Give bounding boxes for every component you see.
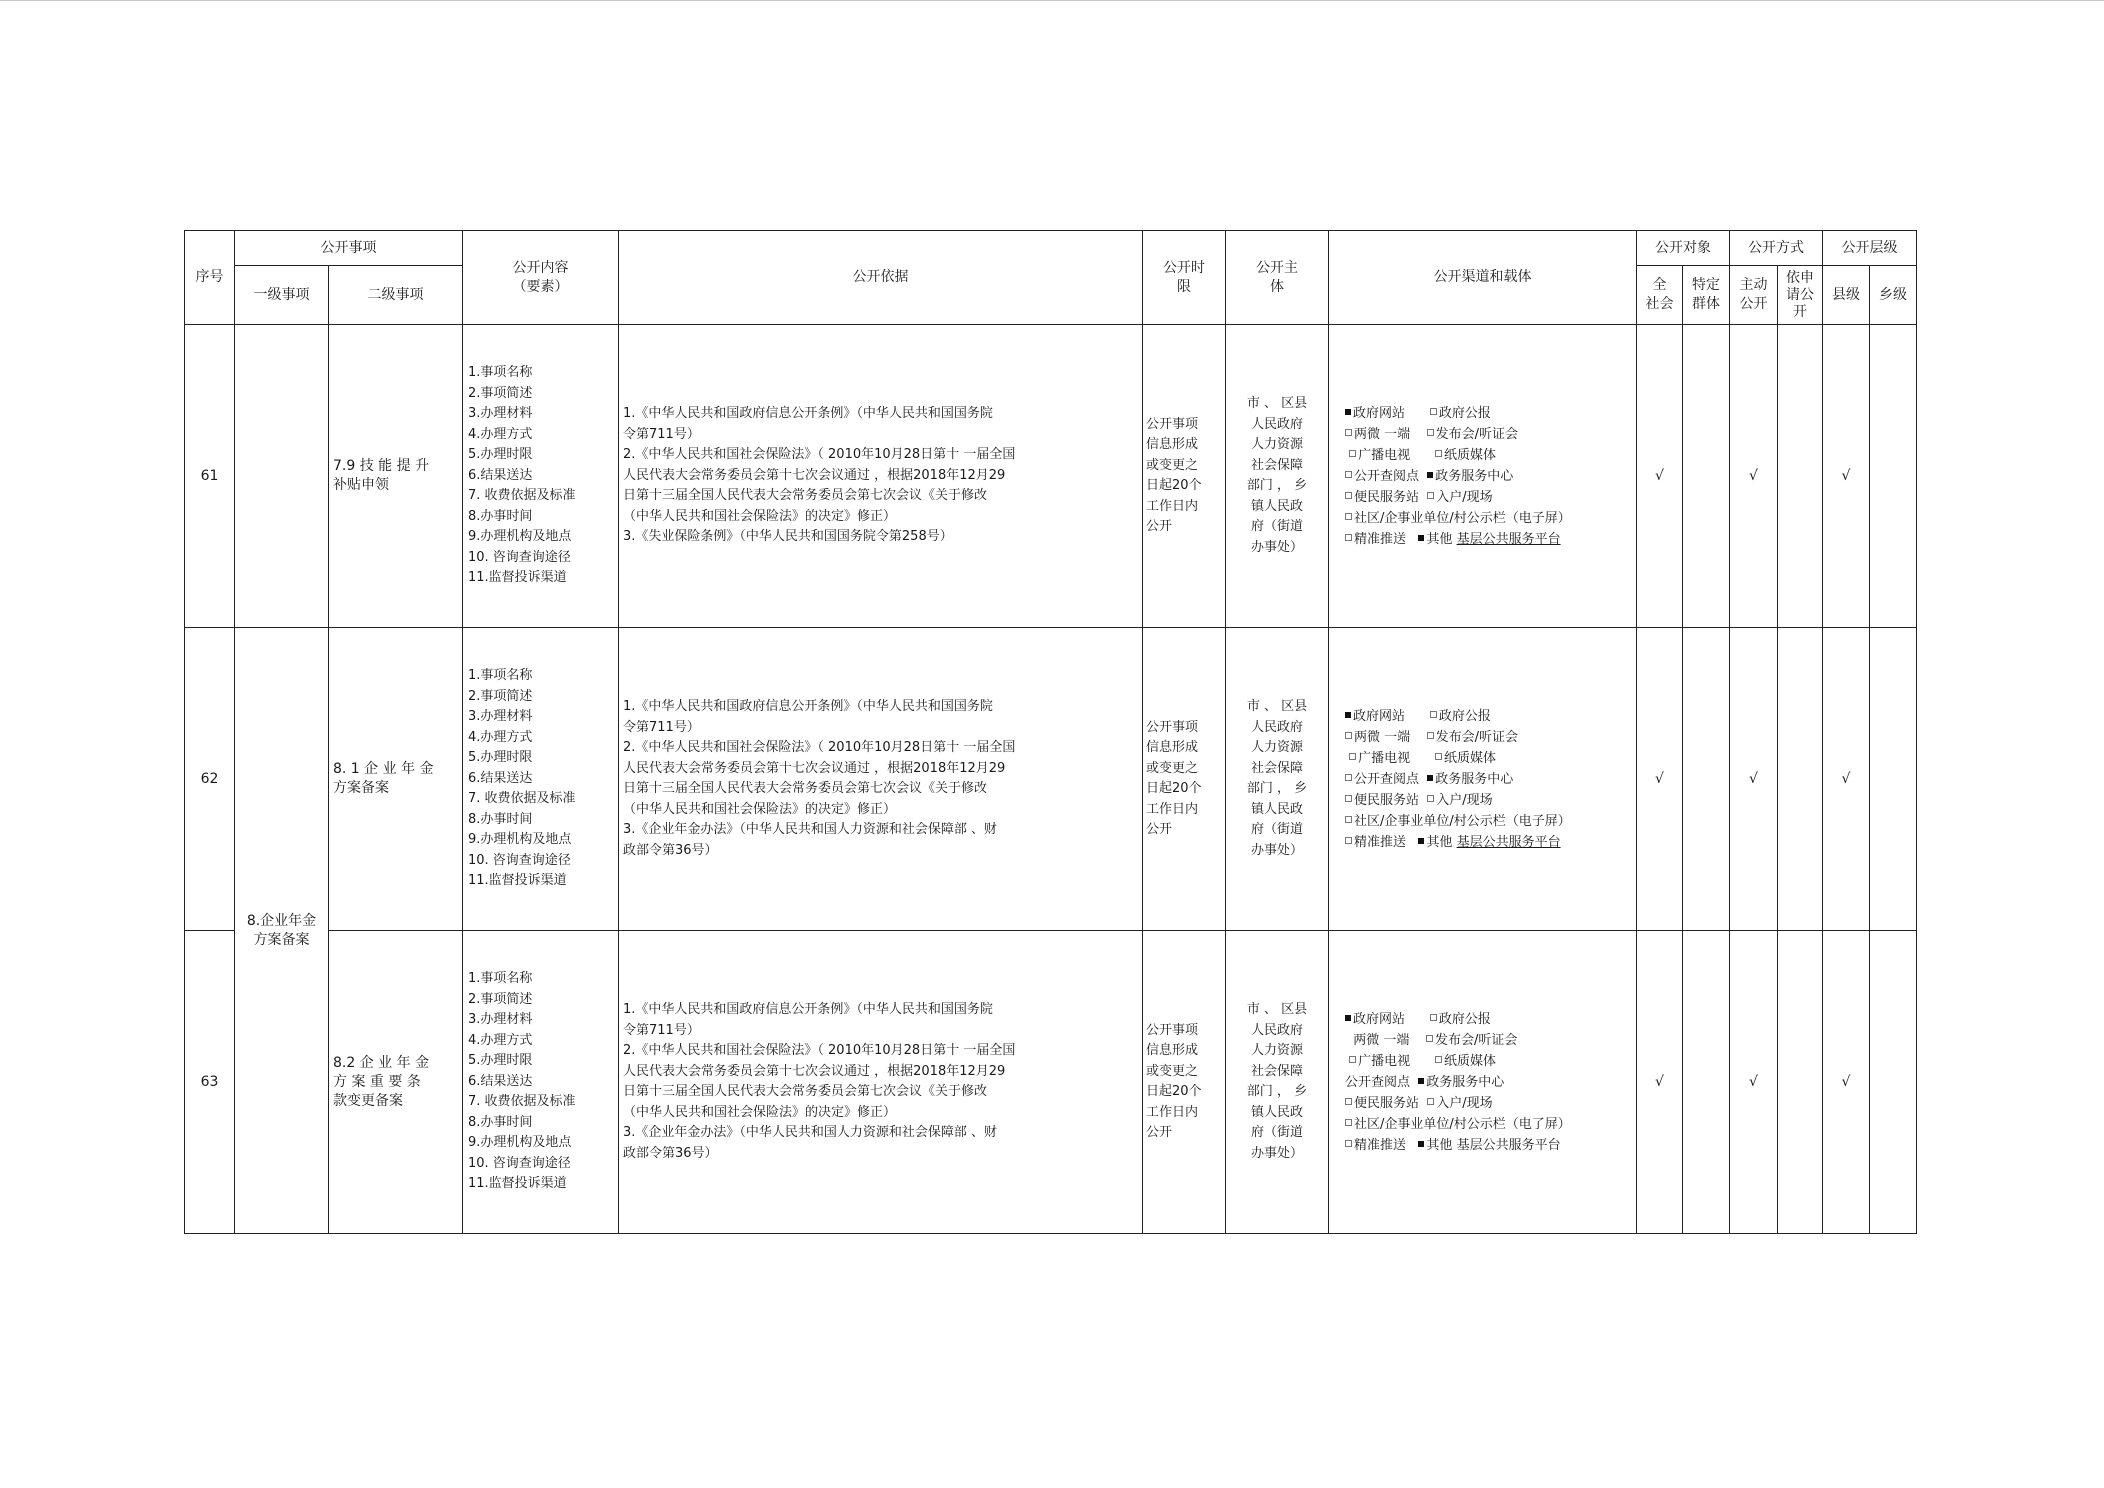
unchecked-box-icon <box>1427 429 1434 436</box>
row-level-county: √ <box>1823 628 1870 931</box>
row-l2: 8.2 企 业 年 金 方 案 重 要 条 款变更备案 <box>329 931 463 1234</box>
row-target-all: √ <box>1637 628 1683 931</box>
header-mode-apply: 依申 请公 开 <box>1778 266 1823 325</box>
header-target-all: 全 社会 <box>1637 266 1683 325</box>
header-level-town: 乡级 <box>1870 266 1917 325</box>
header-target: 公开对象 <box>1637 231 1730 266</box>
unchecked-box-icon <box>1345 816 1352 823</box>
unchecked-box-icon <box>1349 1056 1356 1063</box>
row-target-all: √ <box>1637 931 1683 1234</box>
unchecked-box-icon <box>1345 429 1352 436</box>
checked-box-icon <box>1418 1141 1424 1147</box>
header-item-l2: 二级事项 <box>329 266 463 325</box>
checked-box-icon <box>1418 1078 1424 1084</box>
unchecked-box-icon <box>1345 1119 1352 1126</box>
header-seq: 序号 <box>185 231 235 325</box>
unchecked-box-icon <box>1435 753 1442 760</box>
unchecked-box-icon <box>1435 1056 1442 1063</box>
header-level: 公开层级 <box>1823 231 1917 266</box>
header-subject: 公开主 体 <box>1226 231 1329 325</box>
unchecked-box-icon <box>1345 732 1352 739</box>
row-content: 1.事项名称 2.事项简述 3.办理材料 4.办理方式 5.办理时限 6.结果送达 7. 收费依据及标准 8.办事时间 9.办理机构及地点 10. 咨询查询途径 11.监督投诉渠道 <box>463 931 619 1234</box>
row-target-group <box>1683 931 1730 1234</box>
row-level-county: √ <box>1823 325 1870 628</box>
checked-box-icon <box>1418 535 1424 541</box>
row-level-town <box>1870 931 1917 1234</box>
checked-box-icon <box>1427 472 1433 478</box>
checked-box-icon <box>1418 838 1424 844</box>
row-time: 公开事项 信息形成 或变更之 日起20个 工作日内 公开 <box>1143 628 1226 931</box>
row-target-group <box>1683 325 1730 628</box>
row-mode-active: √ <box>1730 325 1778 628</box>
header-channel: 公开渠道和载体 <box>1329 231 1637 325</box>
header-basis: 公开依据 <box>619 231 1143 325</box>
page-top-border <box>0 0 2104 1</box>
checked-box-icon <box>1345 1015 1351 1021</box>
header-time: 公开时 限 <box>1143 231 1226 325</box>
row-time: 公开事项 信息形成 或变更之 日起20个 工作日内 公开 <box>1143 931 1226 1234</box>
row-mode-active: √ <box>1730 931 1778 1234</box>
row-seq: 62 <box>185 628 235 931</box>
unchecked-box-icon <box>1345 1098 1352 1105</box>
unchecked-box-icon <box>1345 471 1352 478</box>
checked-box-icon <box>1427 775 1433 781</box>
row-subject: 市 、 区县 人民政府 人力资源 社会保障 部门 ， 乡 镇人民政 府（街道 办事处） <box>1226 325 1329 628</box>
unchecked-box-icon <box>1345 1140 1352 1147</box>
row-channels: 政府网站 政府公报 两微 一端 发布会/听证会 广播电视 纸质媒体 公开查阅点 政务服务中心 便民服务站 入户/现场 社区/企事业单位/村公示栏（电了屏） 精准推送 其他 基层公共服务平台 <box>1329 931 1637 1234</box>
row-level-county: √ <box>1823 931 1870 1234</box>
unchecked-box-icon <box>1345 837 1352 844</box>
unchecked-box-icon <box>1427 1098 1434 1105</box>
header-content: 公开内容 （要素） <box>463 231 619 325</box>
unchecked-box-icon <box>1349 753 1356 760</box>
table-row <box>185 628 1917 931</box>
table-row <box>185 931 1917 1234</box>
row-l2: 7.9 技 能 提 升 补贴申领 <box>329 325 463 628</box>
unchecked-box-icon <box>1345 795 1352 802</box>
header-mode: 公开方式 <box>1730 231 1823 266</box>
unchecked-box-icon <box>1430 408 1437 415</box>
unchecked-box-icon <box>1345 513 1352 520</box>
row-mode-apply <box>1778 628 1823 931</box>
row-content: 1.事项名称 2.事项简述 3.办理材料 4.办理方式 5.办理时限 6.结果送达 7. 收费依据及标准 8.办事时间 9.办理机构及地点 10. 咨询查询途径 11.监督投诉渠道 <box>463 325 619 628</box>
header-level-county: 县级 <box>1823 266 1870 325</box>
unchecked-box-icon <box>1349 450 1356 457</box>
unchecked-box-icon <box>1427 795 1434 802</box>
row-target-all: √ <box>1637 325 1683 628</box>
header-item-l1: 一级事项 <box>235 266 329 325</box>
header-mode-active: 主动 公开 <box>1730 266 1778 325</box>
row-channels: 政府网站 政府公报 两微 一端 发布会/听证会 广播电视 纸质媒体 公开查阅点 政务服务中心 便民服务站 入户/现场 社区/企事业单位/村公示栏（电子屏） 精准推送 其他 基层公共服务平台 <box>1329 628 1637 931</box>
row-l1 <box>235 325 329 628</box>
row-l1: 8.企业年金 方案备案 <box>235 628 329 1234</box>
header-target-group: 特定 群体 <box>1683 266 1730 325</box>
unchecked-box-icon <box>1345 492 1352 499</box>
row-target-group <box>1683 628 1730 931</box>
row-mode-apply <box>1778 325 1823 628</box>
checked-box-icon <box>1345 409 1351 415</box>
row-seq: 61 <box>185 325 235 628</box>
row-level-town <box>1870 628 1917 931</box>
row-l2: 8. 1 企 业 年 金 方案备案 <box>329 628 463 931</box>
unchecked-box-icon <box>1427 732 1434 739</box>
row-basis: 1.《中华人民共和国政府信息公开条例》（中华人民共和国国务院 令第711号） 2.《中华人民共和国社会保险法》（ 2010年10月28日第十 一届全国 人民代表大会常务委员会第十七次会议通过 ，根据2018年12月29 日第十三届全国人民代表大会常务委员会第七次会议《关于修改 （中华人民共和国社会保险法》的决定》修正） 3.《失业保险条例》（中华人民共和国国务院令第258号） <box>619 325 1143 628</box>
row-subject: 市 、 区县 人民政府 人力资源 社会保障 部门 ， 乡 镇人民政 府（街道 办事处） <box>1226 628 1329 931</box>
disclosure-table <box>184 230 1917 1234</box>
row-content: 1.事项名称 2.事项简述 3.办理材料 4.办理方式 5.办理时限 6.结果送达 7. 收费依据及标准 8.办事时间 9.办理机构及地点 10. 咨询查询途径 11.监督投诉渠道 <box>463 628 619 931</box>
row-mode-active: √ <box>1730 628 1778 931</box>
row-basis: 1.《中华人民共和国政府信息公开条例》（中华人民共和国国务院 令第711号） 2.《中华人民共和国社会保险法》（ 2010年10月28日第十 一届全国 人民代表大会常务委员会第十七次会议通过 ，根据2018年12月29 日第十三届全国人民代表大会常务委员会第七次会议《关于修改 （中华人民共和国社会保险法》的决定》修正） 3.《企业年金办法》（中华人民共和国人力资源和社会保障部 、财 政部令第36号） <box>619 931 1143 1234</box>
unchecked-box-icon <box>1427 492 1434 499</box>
row-mode-apply <box>1778 931 1823 1234</box>
unchecked-box-icon <box>1430 711 1437 718</box>
checked-box-icon <box>1345 712 1351 718</box>
row-seq: 63 <box>185 931 235 1234</box>
unchecked-box-icon <box>1426 1035 1433 1042</box>
unchecked-box-icon <box>1345 534 1352 541</box>
header-item: 公开事项 <box>235 231 463 266</box>
row-subject: 市 、 区县 人民政府 人力资源 社会保障 部门 ， 乡 镇人民政 府（街道 办事处） <box>1226 931 1329 1234</box>
row-channels: 政府网站 政府公报 两微 一端 发布会/听证会 广播电视 纸质媒体 公开查阅点 政务服务中心 便民服务站 入户/现场 社区/企事业单位/村公示栏（电子屏） 精准推送 其他 基层公共服务平台 <box>1329 325 1637 628</box>
unchecked-box-icon <box>1435 450 1442 457</box>
table-row <box>185 325 1917 628</box>
unchecked-box-icon <box>1430 1014 1437 1021</box>
row-basis: 1.《中华人民共和国政府信息公开条例》（中华人民共和国国务院 令第711号） 2.《中华人民共和国社会保险法》（ 2010年10月28日第十 一届全国 人民代表大会常务委员会第十七次会议通过 ，根据2018年12月29 日第十三届全国人民代表大会常务委员会第七次会议《关于修改 （中华人民共和国社会保险法》的决定》修正） 3.《企业年金办法》（中华人民共和国人力资源和社会保障部 、财 政部令第36号） <box>619 628 1143 931</box>
row-time: 公开事项 信息形成 或变更之 日起20个 工作日内 公开 <box>1143 325 1226 628</box>
unchecked-box-icon <box>1345 774 1352 781</box>
row-level-town <box>1870 325 1917 628</box>
